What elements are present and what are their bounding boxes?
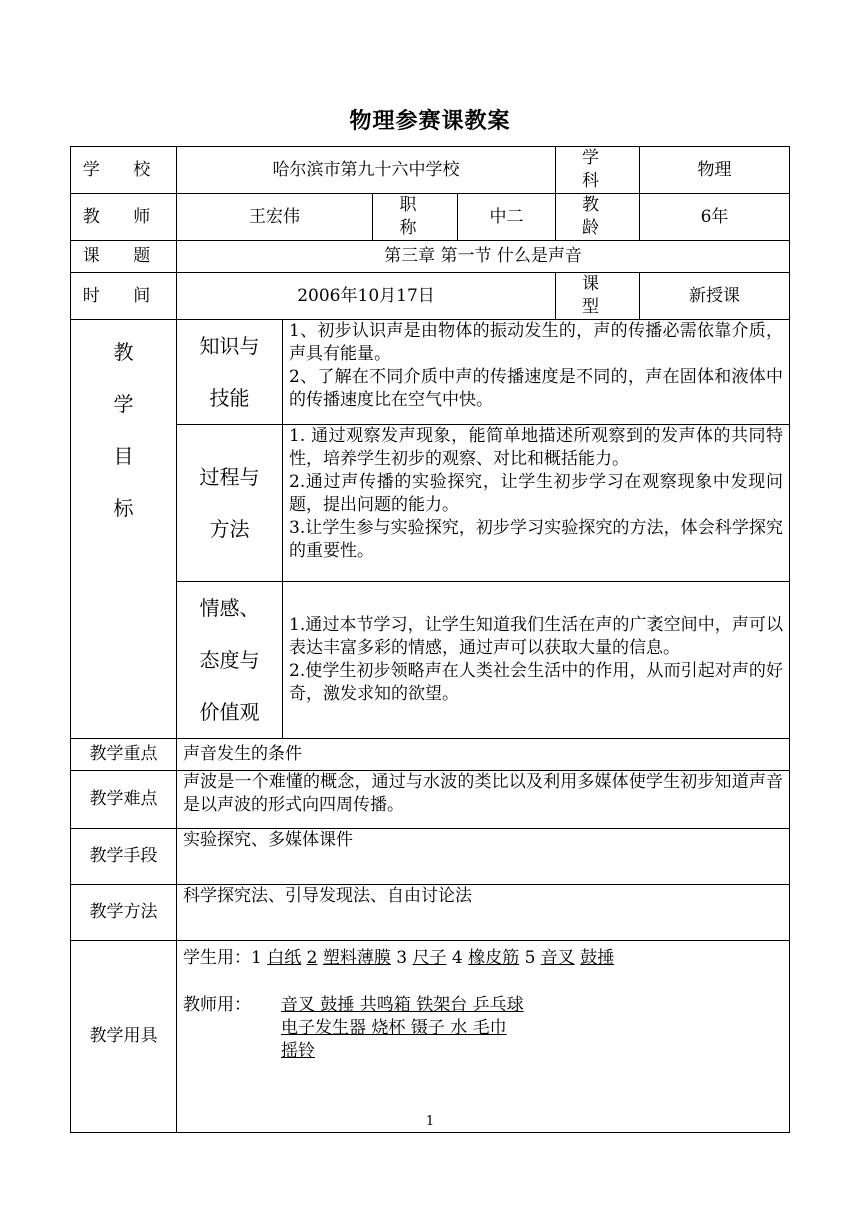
teacher-tools-line: 音叉 鼓捶 共鸣箱 铁架台 乒乓球 — [281, 995, 524, 1015]
process-item: 2.通过声传播的实验探究，让学生初步学习在观察现象中发现问题，提出问题的能力。 — [289, 472, 783, 515]
goals-label-char: 目 — [113, 444, 134, 468]
knowledge-label: 知识与 技能 — [177, 320, 283, 425]
knowledge-item: 1、初步认识声是由物体的振动发生的，声的传播必需依靠介质，声具有能量。 — [289, 321, 783, 364]
student-tools: 学生用：1 白纸 2 塑料薄膜 3 尺子 4 橡皮筋 5 音叉 鼓捶 — [183, 948, 615, 968]
emotion-item: 2.使学生初步领略声在人类社会生活中的作用，从而引起对声的好奇，激发求知的欲望。 — [289, 661, 783, 704]
rank-value: 中二 — [458, 194, 556, 241]
difficulty-label: 教学难点 — [71, 771, 177, 829]
teacher-label: 教 师 — [71, 194, 177, 241]
type-value: 新授课 — [640, 273, 790, 320]
emotion-item: 1.通过本节学习，让学生知道我们生活在声的广袤空间中，声可以表达丰富多彩的情感，通过声可以获取大量的信息。 — [289, 615, 783, 658]
process-content — [283, 425, 790, 582]
subject-value: 物理 — [640, 147, 790, 194]
process-label: 过程与 方法 — [177, 425, 283, 582]
topic-value: 第三章 第一节 什么是声音 — [177, 241, 790, 273]
lesson-plan-table — [70, 146, 790, 1133]
goals-label-char: 标 — [113, 496, 134, 520]
row-method — [71, 885, 790, 941]
years-value: 6年 — [640, 194, 790, 241]
tools-content — [177, 941, 790, 1133]
row-goal-knowledge — [71, 320, 790, 425]
teacher-value: 王宏伟 — [177, 194, 373, 241]
document-title: 物理参赛课教案 — [349, 108, 511, 134]
row-topic — [71, 241, 790, 273]
rank-label: 职 称 — [373, 194, 458, 241]
row-time — [71, 273, 790, 320]
school-label: 学 校 — [71, 147, 177, 194]
row-goal-process — [71, 425, 790, 582]
emotion-content — [283, 582, 790, 739]
knowledge-item: 2、了解在不同介质中声的传播速度是不同的，声在固体和液体中的传播速度比在空气中快。 — [289, 367, 783, 410]
teacher-tools: 教师用： 音叉 鼓捶 共鸣箱 铁架台 乒乓球 电子发生器 烧杯 镊子 水 毛巾 摇铃 — [183, 995, 524, 1061]
row-teacher — [71, 194, 790, 241]
teacher-tools-line: 摇铃 — [281, 1041, 315, 1061]
topic-label: 课 题 — [71, 241, 177, 273]
row-tools — [71, 941, 790, 1133]
process-item: 1. 通过观察发声现象，能简单地描述所观察到的发声体的共同特性，培养学生初步的观察、对比和概括能力。 — [289, 426, 783, 469]
key-point-value: 声音发生的条件 — [177, 739, 790, 771]
key-point-label: 教学重点 — [71, 739, 177, 771]
time-label: 时 间 — [71, 273, 177, 320]
row-difficulty — [71, 771, 790, 829]
means-value: 实验探究、多媒体课件 — [177, 829, 790, 885]
page-number: 1 — [425, 1114, 435, 1129]
tools-label: 教学用具 — [71, 941, 177, 1133]
means-label: 教学手段 — [71, 829, 177, 885]
row-goal-emotion — [71, 582, 790, 739]
row-school — [71, 147, 790, 194]
row-means — [71, 829, 790, 885]
process-item: 3.让学生参与实验探究，初步学习实验探究的方法，体会科学探究的重要性。 — [289, 518, 783, 561]
row-key-point — [71, 739, 790, 771]
goals-label — [71, 320, 177, 739]
time-value: 2006年10月17日 — [177, 273, 556, 320]
years-label: 教 龄 — [556, 194, 640, 241]
subject-label: 学 科 — [556, 147, 640, 194]
difficulty-value: 声波是一个难懂的概念，通过与水波的类比以及利用多媒体使学生初步知道声音是以声波的形式向四周传播。 — [177, 771, 790, 829]
method-value: 科学探究法、引导发现法、自由讨论法 — [177, 885, 790, 941]
knowledge-content — [283, 320, 790, 425]
emotion-label: 情感、 态度与 价值观 — [177, 582, 283, 739]
method-label: 教学方法 — [71, 885, 177, 941]
goals-label-char: 教 — [113, 340, 134, 364]
school-value: 哈尔滨市第九十六中学校 — [177, 147, 556, 194]
type-label: 课 型 — [556, 273, 640, 320]
teacher-tools-line: 电子发生器 烧杯 镊子 水 毛巾 — [281, 1018, 507, 1038]
goals-label-char: 学 — [113, 392, 134, 416]
